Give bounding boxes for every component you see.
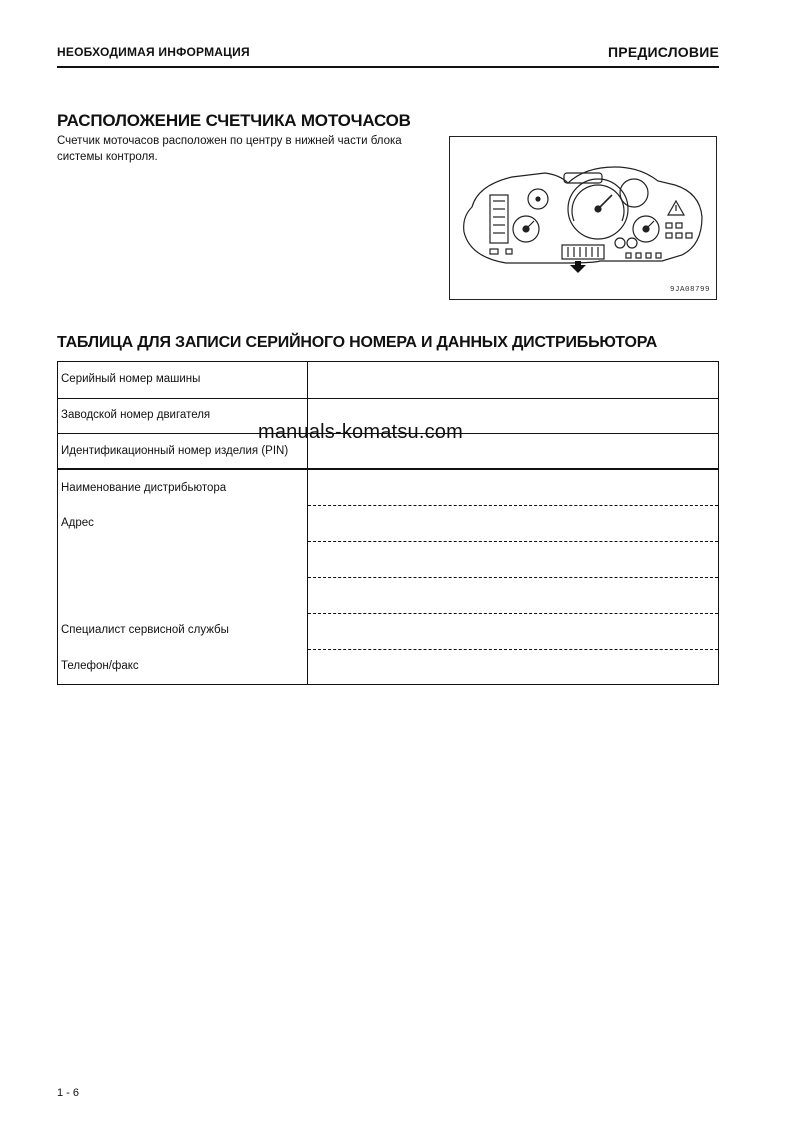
page-number: 1 - 6 xyxy=(57,1087,80,1099)
hour-meter-description: Счетчик моточасов расположен по центру в нижней части блока системы контроля. xyxy=(57,135,402,163)
monitor-panel-illustration xyxy=(450,137,718,301)
table-column-divider xyxy=(307,362,308,684)
engine-serial-label: Заводской номер двигателя xyxy=(61,409,211,421)
service-specialist-label: Специалист сервисной службы xyxy=(61,624,229,636)
figure-code: 9JA08799 xyxy=(669,286,710,294)
distributor-name-label: Наименование дистрибьютора xyxy=(61,482,227,494)
fill-in-line xyxy=(308,649,718,650)
right-lamp-circle xyxy=(620,179,648,207)
hour-meter-section-title: РАСПОЛОЖЕНИЕ СЧЕТЧИКА МОТОЧАСОВ xyxy=(57,111,411,130)
fill-in-line xyxy=(308,505,718,506)
panel-outline xyxy=(464,167,702,263)
table-row-divider xyxy=(58,398,718,399)
address-label: Адрес xyxy=(61,517,94,529)
watermark: manuals-komatsu.com xyxy=(258,421,463,443)
fill-in-line xyxy=(308,541,718,542)
pin-label: Идентификационный номер изделия (PIN) xyxy=(61,445,289,457)
fill-in-line xyxy=(308,577,718,578)
header-section-label: НЕОБХОДИМАЯ ИНФОРМАЦИЯ xyxy=(57,45,250,59)
phone-fax-label: Телефон/факс xyxy=(61,660,139,672)
monitor-panel-figure xyxy=(449,136,717,300)
serial-record-table xyxy=(57,361,719,685)
table-row-divider xyxy=(58,468,718,470)
record-table-title: ТАБЛИЦА ДЛЯ ЗАПИСИ СЕРИЙНОГО НОМЕРА И ДАННЫХ ДИСТРИБЬЮТОРА xyxy=(57,334,658,351)
fill-in-line xyxy=(308,613,718,614)
machine-serial-label: Серийный номер машины xyxy=(61,373,201,385)
header-chapter-label: ПРЕДИСЛОВИЕ xyxy=(608,44,719,60)
page-header xyxy=(57,42,719,68)
left-warning-block xyxy=(490,195,508,243)
